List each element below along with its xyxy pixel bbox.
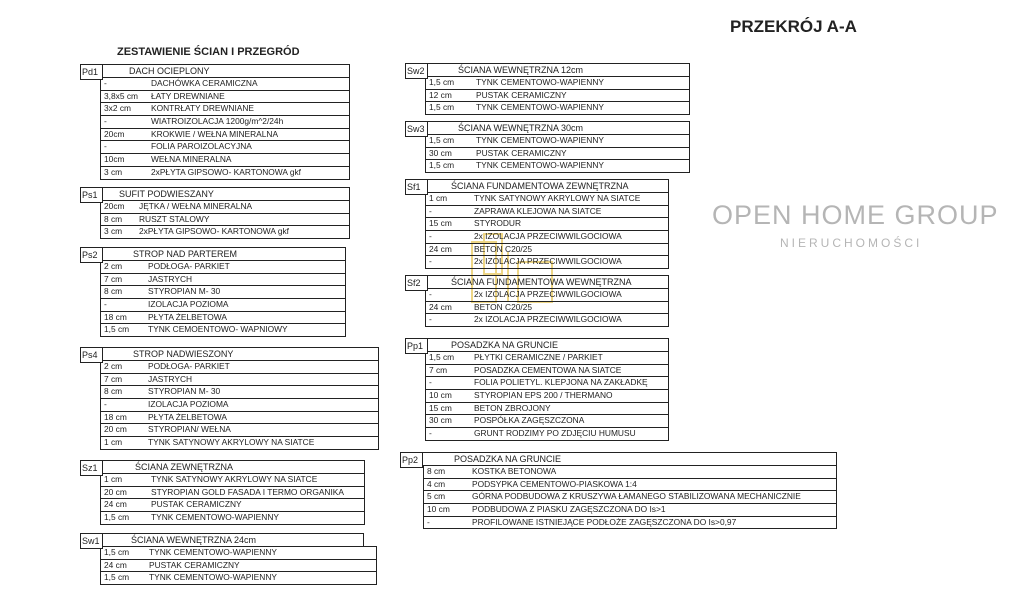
layer-material: IZOLACJA POZIOMA: [148, 399, 229, 410]
layer-thickness: 1,5 cm: [429, 135, 455, 145]
layer-table-sf1: [405, 179, 669, 269]
layer-row: [426, 301, 668, 314]
layer-thickness: -: [429, 314, 432, 325]
section-title: PRZEKRÓJ A-A: [730, 17, 857, 36]
layer-row: [101, 373, 378, 386]
layer-row: [101, 201, 349, 213]
layer-material: BETON C20/25: [474, 301, 533, 312]
element-code: Ps1: [80, 187, 103, 203]
layer-material: PUSTAK CERAMICZNY: [476, 89, 567, 100]
layer-thickness: 20 cm: [104, 424, 127, 435]
layer-material: KROKWIE / WEŁNA MINERALNA: [151, 128, 279, 139]
layer-table-pp2: [400, 452, 837, 529]
layer-thickness: 8 cm: [427, 466, 446, 476]
layer-material: STYROPIAN M- 30: [148, 386, 221, 397]
layer-thickness: 1,5 cm: [104, 572, 130, 583]
element-name: ŚCIANA WEWNĘTRZNA 24cm: [131, 535, 257, 545]
layer-material: STYROPIAN M- 30: [148, 286, 221, 297]
layer-thickness: 24 cm: [104, 499, 127, 510]
layer-material: JASTRYCH: [148, 373, 193, 384]
layer-thickness: 2 cm: [104, 361, 123, 371]
layer-thickness: -: [429, 428, 432, 439]
layer-row: [101, 436, 378, 449]
layer-row: [426, 193, 668, 205]
layer-material: PODSYPKA CEMENTOWO-PIASKOWA 1:4: [472, 478, 637, 489]
element-code: Sf2: [405, 275, 428, 291]
layer-row: [101, 398, 378, 411]
table-header: [80, 460, 365, 473]
layer-material: 2xPŁYTA GIPSOWO- KARTONOWA gkf: [151, 166, 302, 177]
layer-thickness: -: [104, 78, 107, 88]
layer-thickness: 10 cm: [429, 390, 452, 401]
layer-table-sw1: [80, 533, 377, 585]
layer-material: TYNK SATYNOWY AKRYLOWY NA SIATCE: [148, 437, 315, 448]
layer-table-sw2: [405, 63, 690, 115]
layer-row: [101, 559, 376, 572]
layer-thickness: -: [429, 289, 432, 299]
layer-row: [426, 313, 668, 326]
layer-rows: [425, 351, 669, 441]
layer-material: TYNK CEMOENTOWO- WAPNIOWY: [148, 324, 288, 335]
layer-row: [424, 490, 836, 503]
layer-row: [426, 159, 689, 172]
element-name: ŚCIANA FUNDAMENTOWA WEWNĘTRZNA: [451, 277, 632, 287]
element-name: DACH OCIEPLONY: [129, 66, 210, 76]
layer-material: POSPÓŁKA ZAGĘSZCZONA: [474, 415, 585, 426]
layer-thickness: 1,5 cm: [429, 77, 455, 87]
layer-row: [101, 225, 349, 238]
element-code: Sw2: [405, 63, 428, 79]
layer-thickness: 1 cm: [429, 193, 448, 203]
element-name: ŚCIANA WEWNĘTRZNA 30cm: [458, 123, 584, 133]
layer-material: PODBUDOWA Z PIASKU ZAGĘSZCZONA DO Is>1: [472, 504, 666, 515]
layer-thickness: 10cm: [104, 154, 125, 165]
layer-row: [101, 166, 349, 179]
table-header: [80, 187, 350, 200]
layer-thickness: 15 cm: [429, 402, 452, 413]
layer-row: [101, 213, 349, 226]
element-code: Sw3: [405, 121, 428, 137]
layer-thickness: -: [104, 299, 107, 310]
table-header: [80, 533, 364, 546]
element-code: Pp1: [405, 338, 428, 354]
table-header: [405, 63, 690, 76]
layer-row: [424, 466, 836, 478]
layer-rows: [100, 77, 350, 180]
layer-thickness: 15 cm: [429, 218, 452, 229]
layer-row: [426, 414, 668, 427]
layer-thickness: -: [427, 516, 430, 527]
layer-row: [101, 571, 376, 584]
layer-material: BETON C20/25: [474, 243, 533, 254]
layer-material: TYNK SATYNOWY AKRYLOWY NA SIATCE: [474, 193, 641, 203]
layer-table-sz1: [80, 460, 365, 525]
layer-thickness: 12 cm: [429, 89, 452, 100]
layer-thickness: 7 cm: [104, 373, 123, 384]
element-name: STROP NADWIESZONY: [133, 349, 234, 359]
element-name: ŚCIANA FUNDAMENTOWA ZEWNĘTRZNA: [451, 181, 629, 191]
layer-material: 2x IZOLACJA PRZECIWWILGOCIOWA: [474, 289, 622, 299]
layer-thickness: 20cm: [104, 201, 125, 211]
layer-table-sf2: [405, 275, 669, 327]
layer-thickness: -: [429, 256, 432, 267]
layer-row: [101, 153, 349, 166]
layer-thickness: 24 cm: [429, 243, 452, 254]
layer-row: [101, 423, 378, 436]
layer-material: 2x IZOLACJA PRZECIWWILGOCIOWA: [474, 314, 622, 325]
layer-row: [101, 385, 378, 398]
layer-thickness: 18 cm: [104, 411, 127, 422]
layer-row: [426, 89, 689, 102]
element-code: Pd1: [80, 64, 103, 80]
layer-thickness: 18 cm: [104, 311, 127, 322]
layer-material: POSADZKA CEMENTOWA NA SIATCE: [474, 364, 622, 375]
layer-row: [101, 311, 345, 324]
layer-material: FOLIA PAROIZOLACYJNA: [151, 141, 252, 152]
layer-material: BETON ZBROJONY: [474, 402, 551, 413]
layer-row: [101, 102, 349, 115]
layer-material: 2x IZOLACJA PRZECIWWILGOCIOWA: [474, 231, 622, 242]
layer-material: TYNK CEMENTOWO-WAPIENNY: [476, 102, 604, 113]
element-code: Sf1: [405, 179, 428, 195]
table-header: [80, 64, 350, 77]
element-name: ŚCIANA WEWNĘTRZNA 12cm: [458, 65, 584, 75]
layer-row: [426, 243, 668, 256]
table-header: [405, 275, 669, 288]
layer-material: PŁYTA ŻELBETOWA: [148, 411, 227, 422]
layer-row: [426, 352, 668, 364]
layer-material: KOSTKA BETONOWA: [472, 466, 557, 476]
layer-thickness: 20cm: [104, 128, 125, 139]
layer-row: [101, 115, 349, 128]
layer-row: [426, 205, 668, 218]
layer-row: [426, 427, 668, 440]
layer-row: [101, 486, 364, 499]
element-code: Ps4: [80, 347, 103, 363]
element-code: Pp2: [400, 452, 423, 468]
layer-rows: [100, 546, 377, 585]
layer-row: [101, 140, 349, 153]
layer-thickness: 2 cm: [104, 261, 123, 271]
layer-material: IZOLACJA POZIOMA: [148, 299, 229, 310]
layer-row: [101, 78, 349, 90]
layer-row: [424, 516, 836, 529]
layer-row: [101, 298, 345, 311]
layer-rows: [425, 76, 690, 115]
layer-thickness: 1,5 cm: [104, 324, 130, 335]
layer-material: STYROPIAN EPS 200 / THERMANO: [474, 390, 613, 401]
layer-material: 2xPŁYTA GIPSOWO- KARTONOWA gkf: [139, 226, 290, 237]
layer-material: JĘTKA / WEŁNA MINERALNA: [139, 201, 253, 211]
layer-thickness: -: [104, 141, 107, 152]
layer-row: [101, 273, 345, 286]
layer-row: [101, 547, 376, 559]
layer-material: PROFILOWANE ISTNIEJĄCE PODŁOŻE ZAGĘSZCZONA DO Is>0,97: [472, 516, 737, 527]
element-code: Sw1: [80, 533, 103, 549]
table-header: [80, 247, 346, 260]
layer-row: [101, 261, 345, 273]
layer-row: [426, 402, 668, 415]
layer-thickness: 3 cm: [104, 226, 123, 237]
layer-rows: [425, 288, 669, 327]
layer-material: TYNK CEMENTOWO-WAPIENNY: [149, 547, 277, 557]
layer-row: [101, 361, 378, 373]
layer-thickness: 1 cm: [104, 437, 123, 448]
layer-row: [101, 128, 349, 141]
layer-material: TYNK CEMENTOWO-WAPIENNY: [476, 135, 604, 145]
layer-thickness: 30 cm: [429, 415, 452, 426]
layer-thickness: 24 cm: [104, 559, 127, 570]
layer-rows: [100, 473, 365, 525]
layer-thickness: 7 cm: [104, 273, 123, 284]
layer-material: PUSTAK CERAMICZNY: [151, 499, 242, 510]
table-header: [400, 452, 837, 465]
layer-rows: [100, 260, 346, 337]
layer-material: FOLIA POLIETYL. KLEPJONA NA ZAKŁADKĘ: [474, 377, 648, 388]
layer-material: GÓRNA PODBUDOWA Z KRUSZYWA ŁAMANEGO STABILIZOWANA MECHANICZNIE: [472, 491, 801, 502]
layer-row: [101, 323, 345, 336]
layer-material: PUSTAK CERAMICZNY: [476, 147, 567, 158]
layer-thickness: -: [104, 116, 107, 127]
element-code: Ps2: [80, 247, 103, 263]
layer-row: [426, 77, 689, 89]
layer-thickness: 3,8x5 cm: [104, 90, 138, 101]
layer-row: [426, 389, 668, 402]
layer-table-ps1: [80, 187, 350, 239]
layer-thickness: -: [429, 231, 432, 242]
layer-thickness: 1,5 cm: [104, 512, 130, 523]
layer-row: [101, 90, 349, 103]
layer-material: STYROPIAN GOLD FASADA I TERMO ORGANIKA: [151, 486, 344, 497]
layer-row: [424, 478, 836, 491]
layer-material: 2x IZOLACJA PRZECIWWILGOCIOWA: [474, 256, 622, 267]
watermark-sub: NIERUCHOMOŚCI: [780, 236, 923, 250]
layer-thickness: 5 cm: [427, 491, 446, 502]
layer-row: [426, 101, 689, 114]
layer-material: RUSZT STALOWY: [139, 213, 210, 224]
layer-table-sw3: [405, 121, 690, 173]
element-name: STROP NAD PARTEREM: [133, 249, 238, 259]
layer-row: [101, 285, 345, 298]
layer-thickness: 3x2 cm: [104, 103, 131, 114]
layer-table-pd1: [80, 64, 350, 180]
layer-row: [101, 474, 364, 486]
layer-material: PODŁOGA- PARKIET: [148, 261, 230, 271]
element-code: Sz1: [80, 460, 103, 476]
layer-row: [424, 503, 836, 516]
layer-row: [101, 411, 378, 424]
layer-material: PUSTAK CERAMICZNY: [149, 559, 240, 570]
layer-thickness: 1,5 cm: [104, 547, 130, 557]
layer-material: PŁYTKI CERAMICZNE / PARKIET: [474, 352, 603, 362]
layer-rows: [100, 200, 350, 239]
layer-row: [101, 511, 364, 524]
layer-thickness: 20 cm: [104, 486, 127, 497]
layer-thickness: 1,5 cm: [429, 102, 455, 113]
table-header: [80, 347, 379, 360]
table-header: [405, 179, 669, 192]
layer-row: [426, 255, 668, 268]
layer-material: STYRODUR: [474, 218, 521, 229]
layer-row: [426, 364, 668, 377]
element-name: SUFIT PODWIESZANY: [119, 189, 214, 199]
layer-material: GRUNT RODZIMY PO ZDJĘCIU HUMUSU: [474, 428, 636, 439]
layer-thickness: -: [429, 205, 432, 216]
layer-thickness: 7 cm: [429, 364, 448, 375]
layer-rows: [100, 360, 379, 450]
layer-row: [426, 376, 668, 389]
layer-row: [426, 217, 668, 230]
layer-table-ps2: [80, 247, 346, 337]
layer-table-pp1: [405, 338, 669, 441]
layer-row: [426, 289, 668, 301]
layer-rows: [423, 465, 837, 529]
table-header: [405, 338, 669, 351]
layer-thickness: 24 cm: [429, 301, 452, 312]
layer-material: TYNK CEMENTOWO-WAPIENNY: [476, 77, 604, 87]
layer-thickness: 30 cm: [429, 147, 452, 158]
layer-row: [426, 135, 689, 147]
layer-thickness: -: [104, 399, 107, 410]
layer-thickness: 8 cm: [104, 286, 123, 297]
layer-row: [426, 230, 668, 243]
layer-material: ŁATY DREWNIANE: [151, 90, 225, 101]
schedule-title: ZESTAWIENIE ŚCIAN I PRZEGRÓD: [117, 46, 300, 58]
layer-material: WEŁNA MINERALNA: [151, 154, 232, 165]
layer-row: [426, 147, 689, 160]
layer-material: TYNK CEMENTOWO-WAPIENNY: [151, 512, 279, 523]
layer-thickness: -: [429, 377, 432, 388]
layer-material: TYNK CEMENTOWO-WAPIENNY: [476, 160, 604, 171]
layer-thickness: 1,5 cm: [429, 352, 455, 362]
layer-thickness: 1 cm: [104, 474, 123, 484]
element-name: POSADZKA NA GRUNCIE: [454, 454, 562, 464]
layer-table-ps4: [80, 347, 379, 450]
layer-material: TYNK SATYNOWY AKRYLOWY NA SIATCE: [151, 474, 318, 484]
layer-material: JASTRYCH: [148, 273, 193, 284]
table-header: [405, 121, 690, 134]
layer-thickness: 10 cm: [427, 504, 450, 515]
layer-material: TYNK CEMENTOWO-WAPIENNY: [149, 572, 277, 583]
layer-material: PODŁOGA- PARKIET: [148, 361, 230, 371]
element-name: ŚCIANA ZEWNĘTRZNA: [135, 462, 234, 472]
layer-rows: [425, 192, 669, 269]
layer-thickness: 8 cm: [104, 213, 123, 224]
layer-thickness: 1,5 cm: [429, 160, 455, 171]
layer-material: WIATROIZOLACJA 1200g/m^2/24h: [151, 116, 284, 127]
layer-material: DACHÓWKA CERAMICZNA: [151, 78, 258, 88]
watermark-brand: OPEN HOME GROUP: [712, 200, 999, 230]
layer-thickness: 8 cm: [104, 386, 123, 397]
layer-thickness: 4 cm: [427, 478, 446, 489]
layer-rows: [425, 134, 690, 173]
layer-material: ZAPRAWA KLEJOWA NA SIATCE: [474, 205, 602, 216]
layer-thickness: 3 cm: [104, 166, 123, 177]
layer-material: PŁYTA ŻELBETOWA: [148, 311, 227, 322]
layer-material: STYROPIAN/ WEŁNA: [148, 424, 231, 435]
element-name: POSADZKA NA GRUNCIE: [451, 340, 559, 350]
layer-material: KONTRŁATY DREWNIANE: [151, 103, 254, 114]
layer-row: [101, 498, 364, 511]
